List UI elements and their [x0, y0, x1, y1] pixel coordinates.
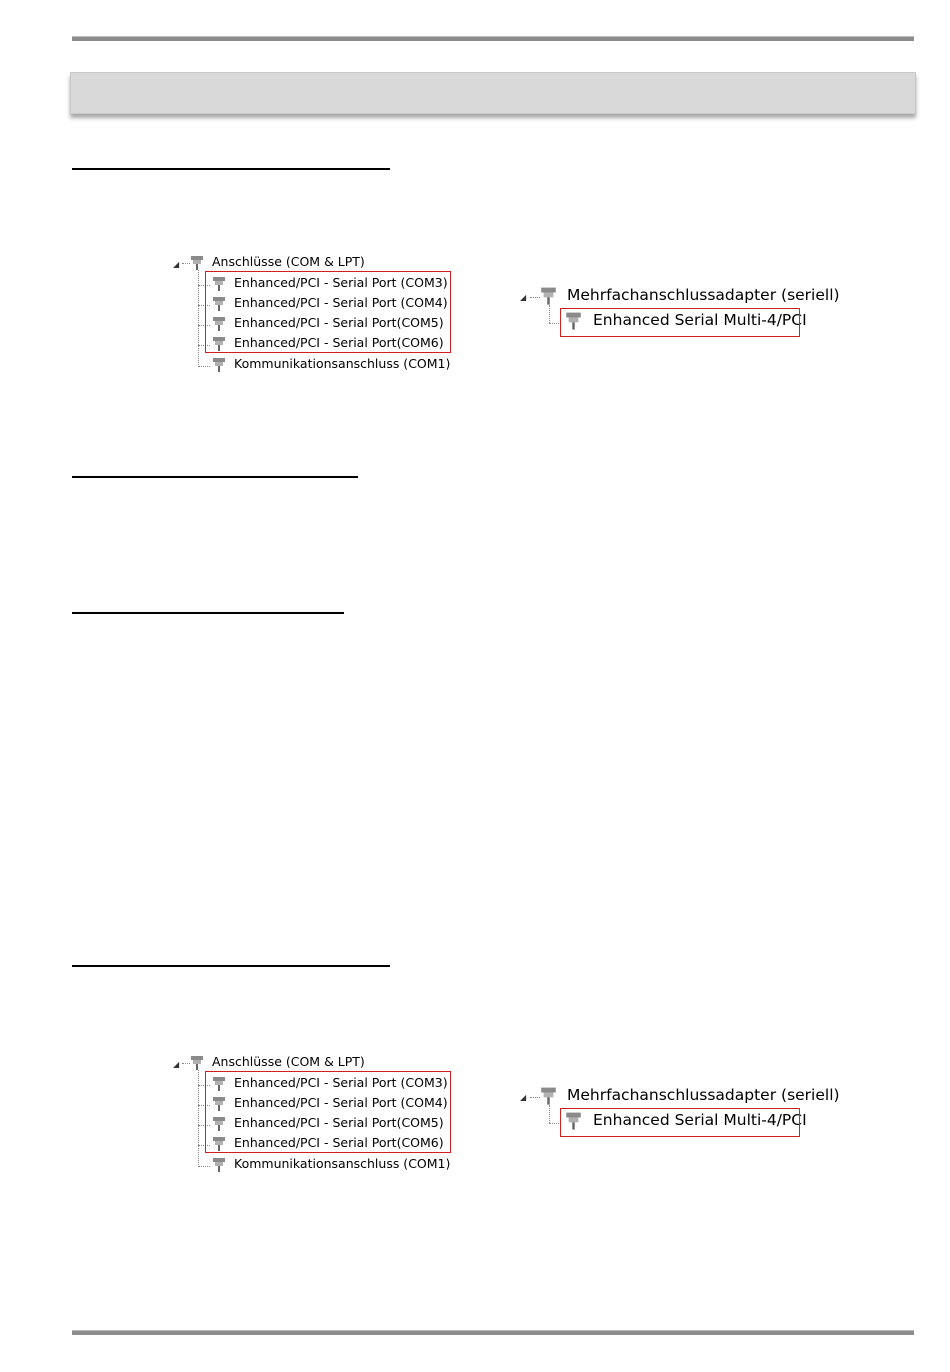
highlight-box — [205, 271, 451, 353]
tree-item-com4[interactable]: Enhanced/PCI - Serial Port (COM4) — [234, 1095, 448, 1110]
tree-item-com1[interactable]: Kommunikationsanschluss (COM1) — [234, 356, 451, 371]
heading-underline-3 — [72, 612, 344, 614]
tree-root-adapter[interactable]: Mehrfachanschlussadapter (seriell) — [567, 1086, 840, 1104]
tree-item-com3[interactable]: Enhanced/PCI - Serial Port (COM3) — [234, 275, 448, 290]
tree-item-com6[interactable]: Enhanced/PCI - Serial Port(COM6) — [234, 335, 444, 350]
highlight-box — [205, 1071, 451, 1153]
tree-item-com3[interactable]: Enhanced/PCI - Serial Port (COM3) — [234, 1075, 448, 1090]
heading-underline-1 — [72, 168, 390, 170]
port-connector-icon — [190, 255, 204, 270]
port-connector-icon — [540, 1086, 557, 1105]
tree-root-adapter[interactable]: Mehrfachanschlussadapter (seriell) — [567, 286, 840, 304]
expand-arrow-icon[interactable]: ◢ — [173, 260, 180, 269]
top-rule — [72, 36, 914, 41]
tree-root-ports[interactable]: Anschlüsse (COM & LPT) — [212, 254, 365, 269]
tree-item-com4[interactable]: Enhanced/PCI - Serial Port (COM4) — [234, 295, 448, 310]
heading-underline-2 — [72, 476, 358, 478]
tree-root-ports[interactable]: Anschlüsse (COM & LPT) — [212, 1054, 365, 1069]
tree-item-com6[interactable]: Enhanced/PCI - Serial Port(COM6) — [234, 1135, 444, 1150]
expand-arrow-icon[interactable]: ◢ — [173, 1060, 180, 1069]
section-header-bar — [70, 72, 916, 114]
bottom-rule — [72, 1330, 914, 1335]
port-connector-icon — [540, 286, 557, 305]
highlight-box — [560, 1108, 800, 1137]
port-connector-icon — [190, 1055, 204, 1070]
tree-item-multi4[interactable]: Enhanced Serial Multi-4/PCI — [593, 1111, 807, 1129]
highlight-box — [560, 308, 800, 337]
expand-arrow-icon[interactable]: ◢ — [520, 1093, 527, 1102]
port-connector-icon — [212, 1157, 226, 1172]
port-connector-icon — [212, 357, 226, 372]
tree-item-com1[interactable]: Kommunikationsanschluss (COM1) — [234, 1156, 451, 1171]
tree-item-com5[interactable]: Enhanced/PCI - Serial Port(COM5) — [234, 315, 444, 330]
expand-arrow-icon[interactable]: ◢ — [520, 293, 527, 302]
tree-item-com5[interactable]: Enhanced/PCI - Serial Port(COM5) — [234, 1115, 444, 1130]
tree-item-multi4[interactable]: Enhanced Serial Multi-4/PCI — [593, 311, 807, 329]
heading-underline-4 — [72, 965, 390, 967]
